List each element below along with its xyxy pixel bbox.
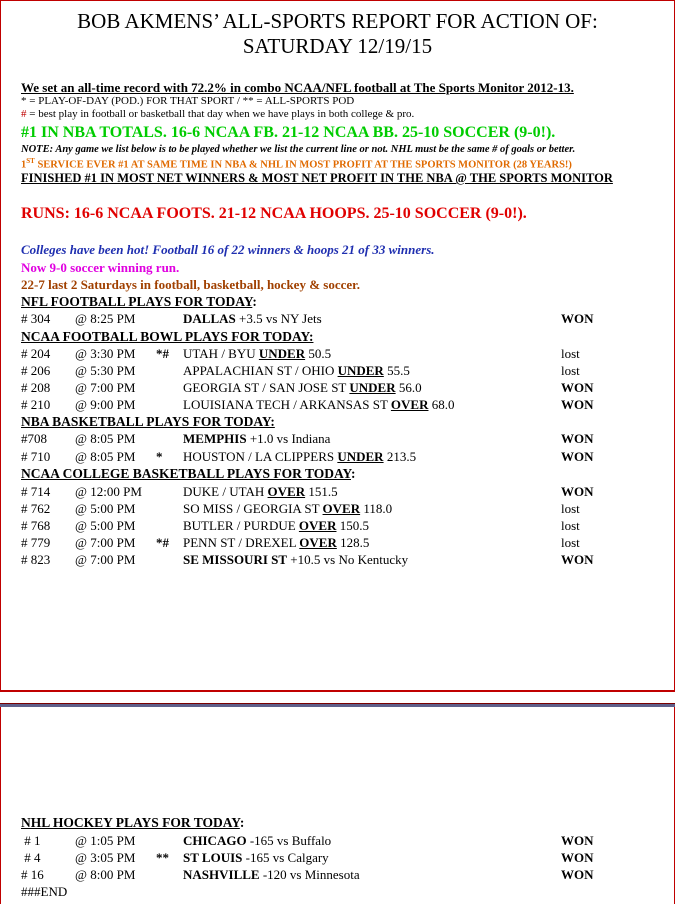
page-break	[0, 690, 675, 704]
game-time: @ 8:25 PM	[75, 311, 136, 326]
result-won: WON	[561, 833, 594, 848]
total-line: 50.5	[305, 346, 332, 361]
rotation-number: #708	[21, 431, 47, 446]
play-row	[21, 346, 661, 363]
play-marker: *#	[156, 535, 169, 550]
pick-detail: APPALACHIAN ST / OHIO	[183, 363, 338, 378]
pick-detail: -165 vs Calgary	[242, 850, 329, 865]
play-marker: **	[156, 850, 169, 865]
section-title-nfl	[21, 294, 257, 310]
play-row	[21, 363, 661, 380]
legend-best-play-text: = best play in football or basketball that day when we have plays in both college & pro.	[26, 108, 415, 120]
game-pick	[183, 397, 454, 413]
over-under: UNDER	[258, 346, 306, 361]
rotation-number: # 823	[21, 552, 51, 567]
game-pick	[183, 380, 422, 396]
result-lost: lost	[561, 501, 580, 516]
game-time: @ 7:00 PM	[75, 535, 136, 550]
game-pick	[183, 535, 369, 551]
play-row	[21, 484, 661, 501]
pick-detail: +10.5 vs No Kentucky	[287, 552, 409, 567]
section-title-colon: :	[239, 815, 245, 830]
end-marker: ###END	[21, 884, 68, 899]
game-pick	[183, 850, 329, 866]
section-title-ncaabb	[21, 466, 356, 482]
game-time: @ 5:30 PM	[75, 363, 136, 378]
result-won: WON	[561, 397, 594, 412]
rotation-number: # 4	[21, 850, 41, 865]
pick-detail: LOUISIANA TECH / ARKANSAS ST	[183, 397, 391, 412]
play-row	[21, 850, 661, 867]
section-title-text: NBA BASKETBALL PLAYS FOR TODAY:	[21, 414, 275, 429]
game-pick	[183, 449, 416, 465]
over-under: UNDER	[337, 363, 384, 378]
section-title-text: NHL HOCKEY PLAYS FOR TODAY	[21, 815, 240, 830]
play-marker: *#	[156, 346, 169, 361]
result-won: WON	[561, 431, 594, 446]
over-under: OVER	[298, 518, 337, 533]
rotation-number: # 206	[21, 363, 51, 378]
runs-headline: RUNS: 16-6 NCAA FOOTS. 21-12 NCAA HOOPS. 25-10 SOCCER (9-0!).	[21, 205, 527, 222]
game-pick	[183, 867, 360, 883]
total-line: 151.5	[305, 484, 338, 499]
game-pick	[183, 346, 331, 362]
play-row	[21, 867, 661, 884]
rotation-number: # 762	[21, 501, 51, 516]
over-under: OVER	[390, 397, 429, 412]
over-under: UNDER	[337, 449, 384, 464]
result-lost: lost	[561, 535, 580, 550]
colleges-hot-text: Colleges have been hot! Football 16 of 22 winners & hoops 21 of 33 winners.	[21, 242, 435, 257]
legend-best-play	[21, 108, 414, 120]
section-title-nba	[21, 414, 275, 430]
game-pick	[183, 552, 408, 568]
pick-detail: UTAH / BYU	[183, 346, 259, 361]
total-line: 55.5	[383, 363, 410, 378]
game-time: @ 5:00 PM	[75, 501, 136, 516]
play-row	[21, 397, 661, 414]
rotation-number: # 714	[21, 484, 51, 499]
game-time: @ 9:00 PM	[75, 397, 136, 412]
pick-team: CHICAGO	[183, 833, 247, 848]
result-won: WON	[561, 311, 594, 326]
section-title-text: NCAA FOOTBALL BOWL PLAYS FOR TODAY:	[21, 329, 314, 344]
over-under: UNDER	[349, 380, 396, 395]
service-text: SERVICE EVER #1 AT SAME TIME IN NBA & NHL IN MOST PROFIT AT THE SPORTS MONITOR (28 YEARS!)	[34, 159, 572, 171]
rotation-number: # 304	[21, 311, 51, 326]
over-under: OVER	[267, 484, 306, 499]
game-time: @ 3:05 PM	[75, 850, 136, 865]
game-pick	[183, 501, 392, 517]
total-line: 68.0	[428, 397, 455, 412]
result-won: WON	[561, 850, 594, 865]
service-statement	[21, 157, 572, 171]
game-pick	[183, 311, 322, 327]
game-time: @ 7:00 PM	[75, 552, 136, 567]
rotation-number: # 779	[21, 535, 51, 550]
pick-detail: PENN ST / DREXEL	[183, 535, 300, 550]
pick-detail: GEORGIA ST / SAN JOSE ST	[183, 380, 350, 395]
pick-detail: DUKE / UTAH	[183, 484, 268, 499]
play-row	[21, 552, 661, 569]
play-row	[21, 833, 661, 850]
soccer-run-text: Now 9-0 soccer winning run.	[21, 260, 180, 275]
result-won: WON	[561, 449, 594, 464]
pick-detail: -120 vs Minnesota	[259, 867, 360, 882]
pick-team: MEMPHIS	[183, 431, 247, 446]
rotation-number: # 710	[21, 449, 51, 464]
game-pick	[183, 431, 330, 447]
over-under: OVER	[322, 501, 361, 516]
game-time: @ 8:00 PM	[75, 867, 136, 882]
play-row	[21, 535, 661, 552]
pick-detail: +3.5 vs NY Jets	[235, 311, 322, 326]
game-time: @ 12:00 PM	[75, 484, 142, 499]
game-pick	[183, 518, 369, 534]
section-title-text: NCAA COLLEGE BASKETBALL PLAYS FOR TODAY	[21, 466, 351, 481]
play-row	[21, 431, 661, 448]
play-row	[21, 311, 661, 328]
section-title-nhl	[21, 815, 244, 831]
service-prefix: 1	[21, 159, 27, 171]
play-row	[21, 380, 661, 397]
pick-detail: -165 vs Buffalo	[246, 833, 332, 848]
result-won: WON	[561, 380, 594, 395]
game-time: @ 3:30 PM	[75, 346, 136, 361]
rotation-number: # 210	[21, 397, 51, 412]
pick-detail: +1.0 vs Indiana	[246, 431, 331, 446]
legend-hash-symbol: #	[21, 108, 27, 120]
rotation-number: # 768	[21, 518, 51, 533]
pick-detail: HOUSTON / LA CLIPPERS	[183, 449, 338, 464]
pick-detail: BUTLER / PURDUE	[183, 518, 299, 533]
section-title-text: NFL FOOTBALL PLAYS FOR TODAY	[21, 294, 253, 309]
result-lost: lost	[561, 363, 580, 378]
pick-team: SE MISSOURI ST	[183, 552, 288, 567]
rotation-number: # 204	[21, 346, 51, 361]
total-line: 56.0	[395, 380, 422, 395]
pick-team: NASHVILLE	[183, 867, 260, 882]
play-row	[21, 501, 661, 518]
pick-team: DALLAS	[183, 311, 236, 326]
rotation-number: # 16	[21, 867, 44, 882]
game-pick	[183, 833, 331, 849]
game-time: @ 7:00 PM	[75, 380, 136, 395]
result-won: WON	[561, 552, 594, 567]
note-text: NOTE: Any game we list below is to be played whether we list the current line or not. NHL must be the same # of goals or better.	[21, 144, 576, 155]
total-line: 118.0	[360, 501, 393, 516]
rotation-number: # 208	[21, 380, 51, 395]
game-pick	[183, 484, 338, 500]
last-two-saturdays-text: 22-7 last 2 Saturdays in football, basketball, hockey & soccer.	[21, 277, 360, 292]
game-time: @ 8:05 PM	[75, 431, 136, 446]
game-time: @ 1:05 PM	[75, 833, 136, 848]
section-title-colon: :	[351, 466, 356, 481]
record-statement: We set an all-time record with 72.2% in combo NCAA/NFL football at The Sports Monitor 2012-13.	[21, 80, 574, 95]
pick-detail: SO MISS / GEORGIA ST	[183, 501, 323, 516]
game-time: @ 5:00 PM	[75, 518, 136, 533]
rotation-number: # 1	[21, 833, 41, 848]
result-lost: lost	[561, 346, 580, 361]
total-line: 128.5	[336, 535, 370, 550]
game-time: @ 8:05 PM	[75, 449, 136, 464]
finished-statement: FINISHED #1 IN MOST NET WINNERS & MOST NET PROFIT IN THE NBA @ THE SPORTS MONITOR	[21, 171, 613, 185]
game-pick	[183, 363, 410, 379]
section-title-colon: :	[252, 294, 257, 309]
report-title-line-1: BOB AKMENS’ ALL-SPORTS REPORT FOR ACTION OF:	[77, 9, 598, 33]
result-lost: lost	[561, 518, 580, 533]
total-line: 150.5	[336, 518, 369, 533]
pick-team: ST LOUIS	[183, 850, 243, 865]
total-line: 213.5	[383, 449, 417, 464]
legend-pod: * = PLAY-OF-DAY (POD.) FOR THAT SPORT / ** = ALL-SPORTS POD	[21, 95, 355, 107]
over-under: OVER	[299, 535, 337, 550]
report-title-line-2: SATURDAY 12/19/15	[242, 34, 433, 58]
section-title-ncaafb	[21, 329, 313, 345]
play-marker: *	[156, 449, 163, 464]
play-row	[21, 518, 661, 535]
play-row	[21, 449, 661, 466]
result-won: WON	[561, 867, 594, 882]
service-superscript: ST	[26, 157, 35, 165]
headline-green: #1 IN NBA TOTALS. 16-6 NCAA FB. 21-12 NCAA BB. 25-10 SOCCER (9-0!).	[21, 124, 556, 141]
result-won: WON	[561, 484, 594, 499]
